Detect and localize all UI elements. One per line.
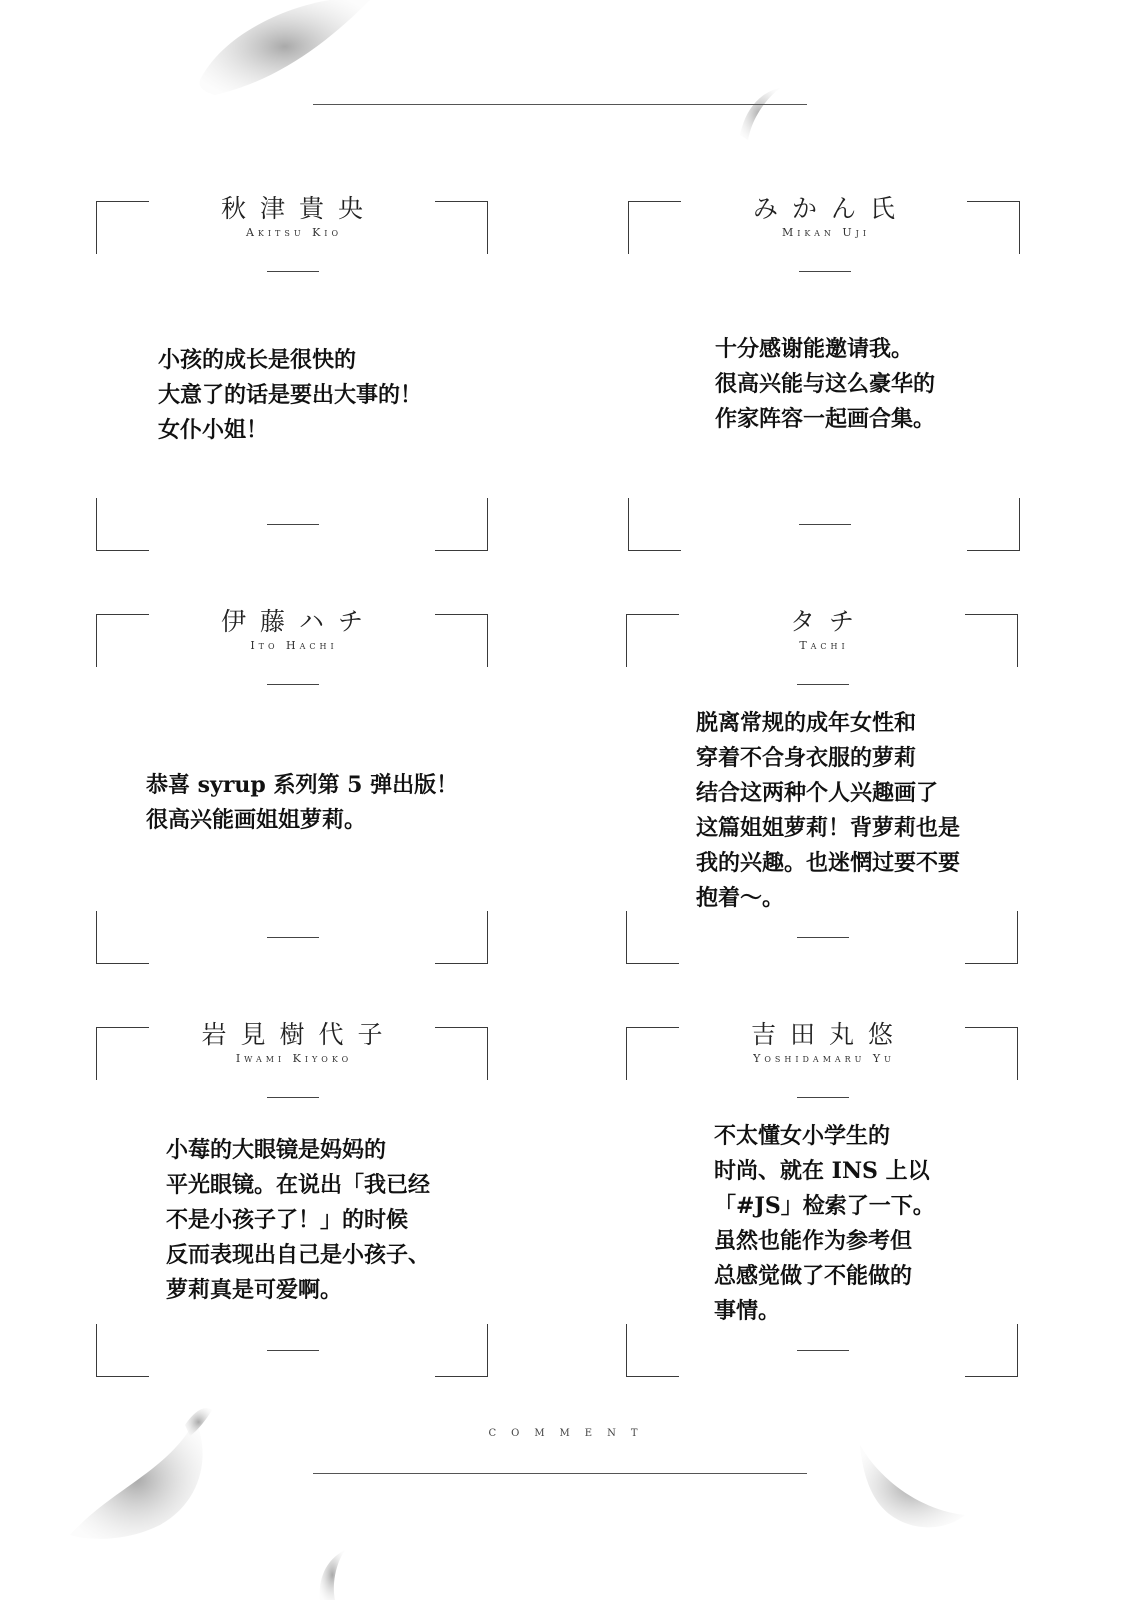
feather-bottom-center xyxy=(320,1550,345,1600)
corner-bottom-right xyxy=(965,1324,1018,1377)
comment-card-mikan-uji xyxy=(628,194,1020,551)
author-name: 岩見樹代子 xyxy=(201,1020,397,1049)
author-comment: 恭喜 syrup 系列第 5 弹出版！ 很高兴能画姐姐萝莉。 xyxy=(146,772,459,833)
author-name: 吉田丸悠 xyxy=(750,1020,907,1049)
corner-bottom-left xyxy=(96,498,149,551)
author-romaji: Ito Hachi xyxy=(250,639,338,652)
bottom-divider xyxy=(267,524,319,525)
author-name: 秋津貴央 xyxy=(220,194,377,223)
bottom-divider xyxy=(267,1350,319,1351)
bottom-divider xyxy=(799,524,851,525)
author-romaji: Mikan Uji xyxy=(782,226,870,239)
corner-bottom-left xyxy=(96,1324,149,1377)
title-divider xyxy=(267,271,319,272)
comment-card-akitsu-kio xyxy=(96,194,488,551)
comment-card-tachi xyxy=(626,607,1018,964)
author-name: みかん氏 xyxy=(752,194,909,223)
author-romaji: Akitsu Kio xyxy=(245,226,343,239)
title-divider xyxy=(267,684,319,685)
author-comment: 不太懂女小学生的 时尚、就在 INS 上以 「#JS」检索了一下。 虽然也能作为参考但 总感觉做了不能做的 事情。 xyxy=(714,1123,935,1324)
author-comment: 小孩的成长是很快的 大意了的话是要出大事的！ 女仆小姐！ xyxy=(158,347,423,443)
corner-bottom-left xyxy=(626,1324,679,1377)
bottom-divider xyxy=(797,937,849,938)
author-name: タチ xyxy=(789,607,868,636)
bottom-divider xyxy=(267,937,319,938)
comment-card-ito-hachi xyxy=(96,607,488,964)
corner-bottom-right xyxy=(965,911,1018,964)
title-divider xyxy=(797,1097,849,1098)
bottom-divider xyxy=(797,1350,849,1351)
author-romaji: Iwami Kiyoko xyxy=(235,1052,353,1065)
author-comment: 十分感谢能邀请我。 很高兴能与这么豪华的 作家阵容一起画合集。 xyxy=(715,336,936,432)
corner-bottom-right xyxy=(435,1324,488,1377)
corner-bottom-left xyxy=(628,498,681,551)
comment-card-iwami-kiyoko xyxy=(96,1020,488,1377)
author-comment: 小莓的大眼镜是妈妈的 平光眼镜。在说出「我已经 不是小孩子了！」的时候 反而表现出自己是小孩子、 萝莉真是可爱啊。 xyxy=(166,1137,431,1303)
feather-bottom-right xyxy=(860,1445,965,1527)
bottom-rule xyxy=(313,1473,807,1474)
corner-bottom-left xyxy=(96,911,149,964)
author-name: 伊藤ハチ xyxy=(220,607,377,636)
corner-bottom-right xyxy=(967,498,1020,551)
title-divider xyxy=(799,271,851,272)
corner-bottom-right xyxy=(435,498,488,551)
feather-top-right xyxy=(740,88,780,140)
corner-bottom-right xyxy=(435,911,488,964)
author-romaji: Tachi xyxy=(799,639,849,652)
comment-card-yoshidamaru-yu xyxy=(626,1020,1018,1377)
title-divider xyxy=(797,684,849,685)
corner-bottom-left xyxy=(626,911,679,964)
author-romaji: Yoshidamaru Yu xyxy=(753,1052,895,1065)
top-rule xyxy=(313,104,807,105)
footer-label: COMMENT xyxy=(488,1428,653,1439)
feather-top-left xyxy=(200,0,370,95)
title-divider xyxy=(267,1097,319,1098)
author-comment: 脱离常规的成年女性和 穿着不合身衣服的萝莉 结合这两种个人兴趣画了 这篇姐姐萝莉！背萝莉也是 我的兴趣。也迷惘过要不要 抱着～。 xyxy=(696,710,961,911)
